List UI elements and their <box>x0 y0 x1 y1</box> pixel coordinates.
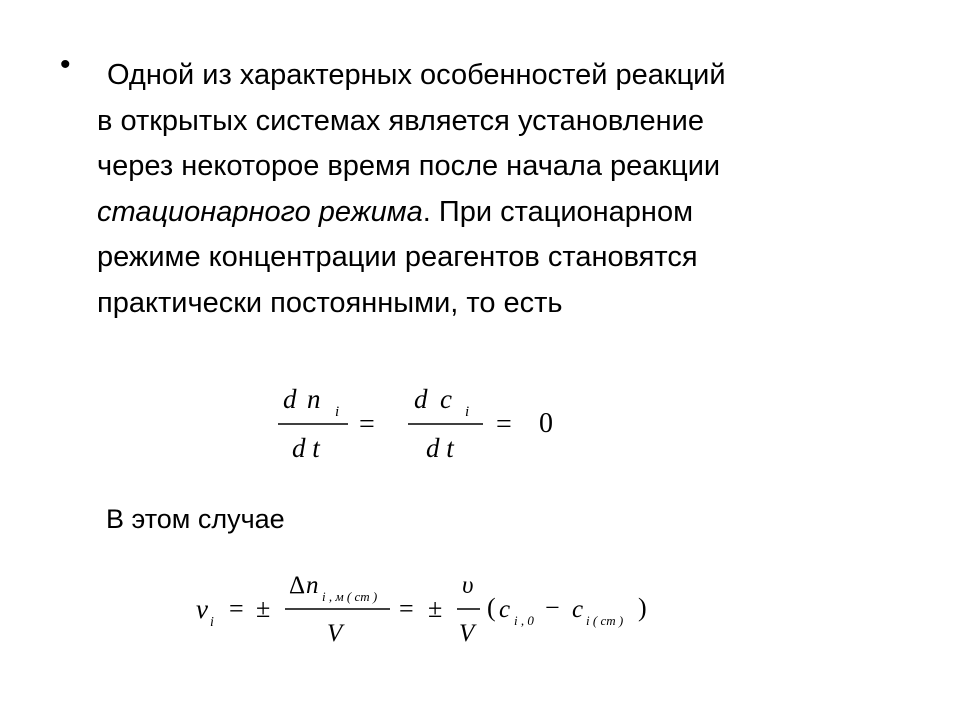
equals-sign-1: = <box>359 409 375 440</box>
right-parenthesis: ) <box>638 593 647 622</box>
left-parenthesis: ( <box>487 593 496 622</box>
paragraph-line-6: практически постоянными, то есть <box>97 286 563 319</box>
upsilon-symbol: υ <box>462 572 474 599</box>
volume-denominator-1: V <box>327 620 343 647</box>
equals-sign-4: = <box>399 594 414 623</box>
zero-value: 0 <box>539 408 553 439</box>
initial-concentration-subscript: i , 0 <box>514 613 534 628</box>
plus-minus-2: ± <box>428 594 443 623</box>
rate-subscript: i <box>210 615 214 630</box>
equals-sign-2: = <box>496 409 512 440</box>
steady-concentration: c <box>572 596 584 623</box>
equals-sign-3: = <box>229 594 244 623</box>
fraction2-numerator-d: d <box>414 384 428 414</box>
fraction1-denominator: d t <box>292 433 320 463</box>
fraction1-numerator-n: n <box>307 384 321 414</box>
paragraph-line-5: режиме концентрации реагентов становятся <box>97 241 698 273</box>
plus-minus-1: ± <box>256 594 271 623</box>
initial-concentration: c <box>499 596 511 623</box>
fraction1-numerator-d: d <box>283 384 297 414</box>
steady-concentration-subscript: i ( ст ) <box>586 613 624 628</box>
paragraph-line-3: через некоторое время после начала реакции <box>97 150 721 182</box>
paragraph-line-4-rest: . При стационарном <box>422 195 694 228</box>
volume-denominator-2: V <box>459 620 475 647</box>
delta-symbol: Δ <box>289 572 306 599</box>
fraction2-numerator-subscript: i <box>465 404 470 420</box>
paragraph-line-1: Одной из характерных особенностей реакций <box>107 59 726 91</box>
caption-in-this-case: В этом случае <box>106 504 285 534</box>
paragraph-line-2: в открытых системах является установление <box>97 104 704 137</box>
emphasis-stationary-mode: стационарного режима <box>97 195 423 228</box>
bullet-marker: • <box>60 48 71 81</box>
fraction1-numerator-subscript: i <box>335 404 340 420</box>
rate-symbol: v <box>196 594 208 624</box>
fraction2-numerator-c: c <box>440 384 452 414</box>
fraction2-denominator: d t <box>426 433 454 463</box>
minus-sign: − <box>545 593 560 622</box>
moles-subscript: i , м ( ст ) <box>322 589 378 604</box>
moles-symbol: n <box>306 572 319 599</box>
